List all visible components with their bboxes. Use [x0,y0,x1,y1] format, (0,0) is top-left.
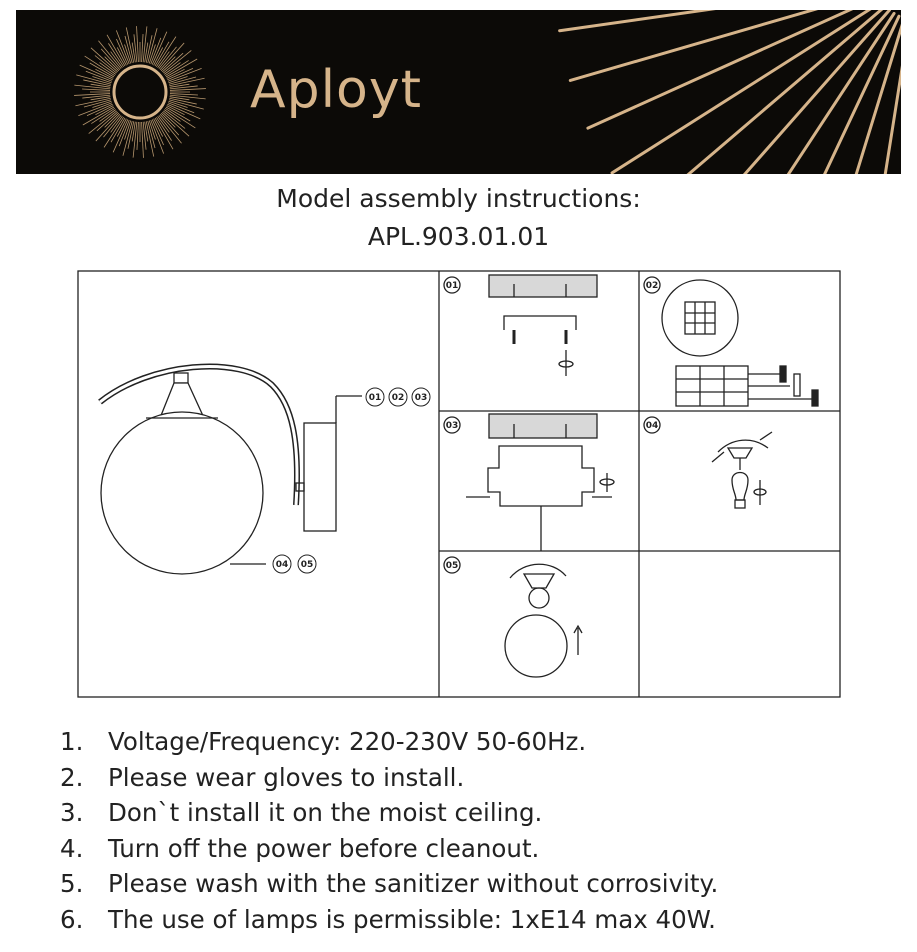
callout-03: 03 [414,393,428,403]
list-item: 2. Please wear gloves to install. [60,762,465,792]
model-number: APL.903.01.01 [367,222,550,251]
callout-05: 05 [300,560,314,570]
list-item: 5. Please wash with the sanitizer without corrosivity. [60,869,719,898]
step-label-05: 05 [445,561,459,571]
panel-step-01 [444,275,597,376]
list-item: 4. Turn off the power before cleanout. [60,833,540,863]
panel-step-04 [644,417,772,508]
panel-step-03 [444,414,614,551]
brand-name: Aployt [250,60,423,120]
step-label-03: 03 [445,421,459,431]
step-label-04: 04 [645,421,659,431]
list-item: 1. Voltage/Frequency: 220-230V 50-60Hz. [60,727,587,756]
document-title: Model assembly instructions: [276,184,641,213]
list-item: 6. The use of lamps is permissible: 1xE14 max 40W. [60,904,716,934]
list-item: 3. Don`t install it on the moist ceiling. [60,798,543,827]
step-label-02: 02 [645,281,659,291]
panel-step-05 [444,557,582,677]
callout-01: 01 [368,393,382,403]
callout-04: 04 [275,560,289,570]
instructions-list [60,724,718,937]
panel-step-02 [644,277,818,406]
step-label-01: 01 [445,281,459,291]
callout-02: 02 [391,393,405,403]
overview-drawing [100,366,362,574]
